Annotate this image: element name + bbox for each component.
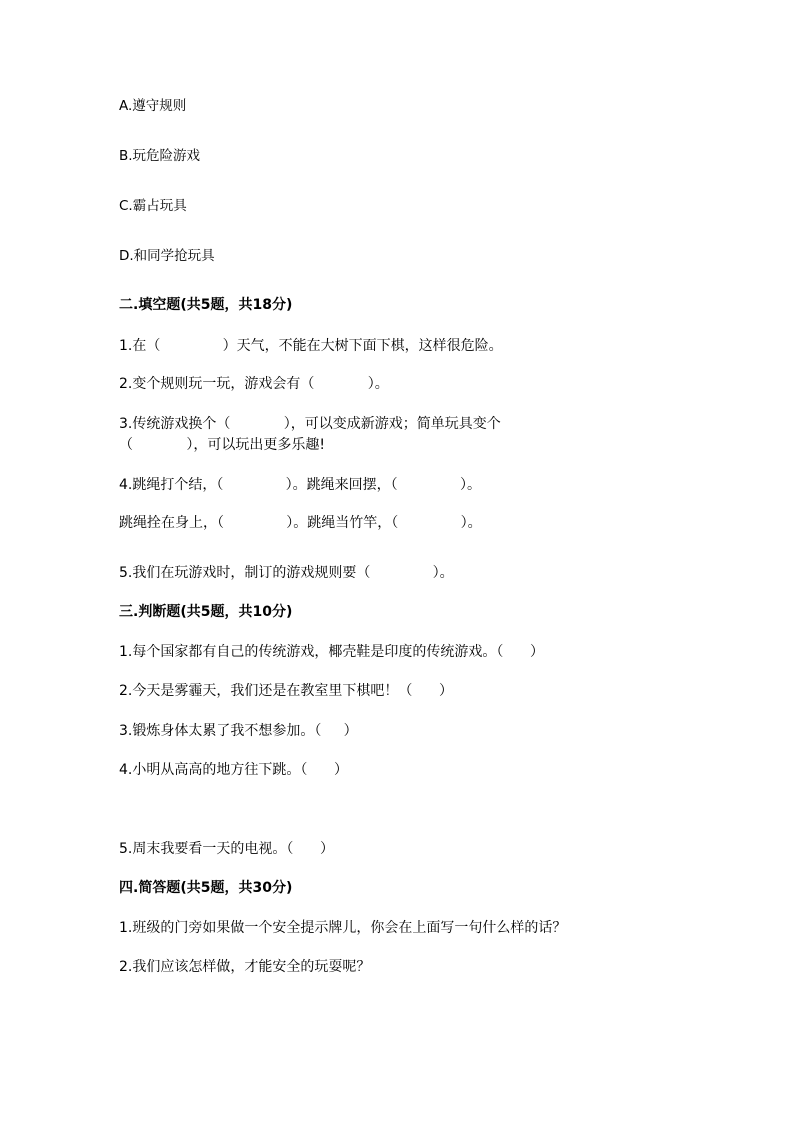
fill-blank-question-2: 2.变个规则玩一玩，游戏会有（ ）。	[119, 376, 389, 392]
fill-blank-question-4-line-1: 4.跳绳打个结，（ ）。跳绳来回摆，（ ）。	[119, 477, 481, 493]
fill-blank-question-3-line-1: 3.传统游戏换个（ ），可以变成新游戏；简单玩具变个	[119, 416, 501, 432]
section-heading-short-answer: 四.简答题(共5题，共30分)	[119, 880, 293, 896]
section-heading-fill-blank: 二.填空题(共5题，共18分)	[119, 297, 293, 313]
option-a: A.遵守规则	[119, 98, 187, 114]
fill-blank-question-4-line-2: 跳绳拴在身上，（ ）。跳绳当竹竿，（ ）。	[119, 515, 482, 531]
true-false-question-1: 1.每个国家都有自己的传统游戏，椰壳鞋是印度的传统游戏。（ ）	[119, 644, 545, 660]
option-d: D.和同学抢玩具	[119, 248, 215, 264]
true-false-question-2: 2.今天是雾霾天，我们还是在教室里下棋吧！（ ）	[119, 683, 454, 699]
section-heading-true-false: 三.判断题(共5题，共10分)	[119, 604, 293, 620]
fill-blank-question-1: 1.在（ ）天气，不能在大树下面下棋，这样很危险。	[119, 338, 503, 354]
short-answer-question-1: 1.班级的门旁如果做一个安全提示牌儿，你会在上面写一句什么样的话？	[119, 920, 567, 936]
fill-blank-question-3-line-2: （ ），可以玩出更多乐趣!	[119, 437, 326, 453]
fill-blank-question-5: 5.我们在玩游戏时，制订的游戏规则要（ ）。	[119, 565, 454, 581]
true-false-question-3: 3.锻炼身体太累了我不想参加。（ ）	[119, 723, 358, 739]
short-answer-question-2: 2.我们应该怎样做，才能安全的玩耍呢？	[119, 959, 371, 975]
option-b: B.玩危险游戏	[119, 148, 201, 164]
true-false-question-5: 5.周末我要看一天的电视。（ ）	[119, 841, 335, 857]
true-false-question-4: 4.小明从高高的地方往下跳。（ ）	[119, 762, 349, 778]
option-c: C.霸占玩具	[119, 198, 187, 214]
